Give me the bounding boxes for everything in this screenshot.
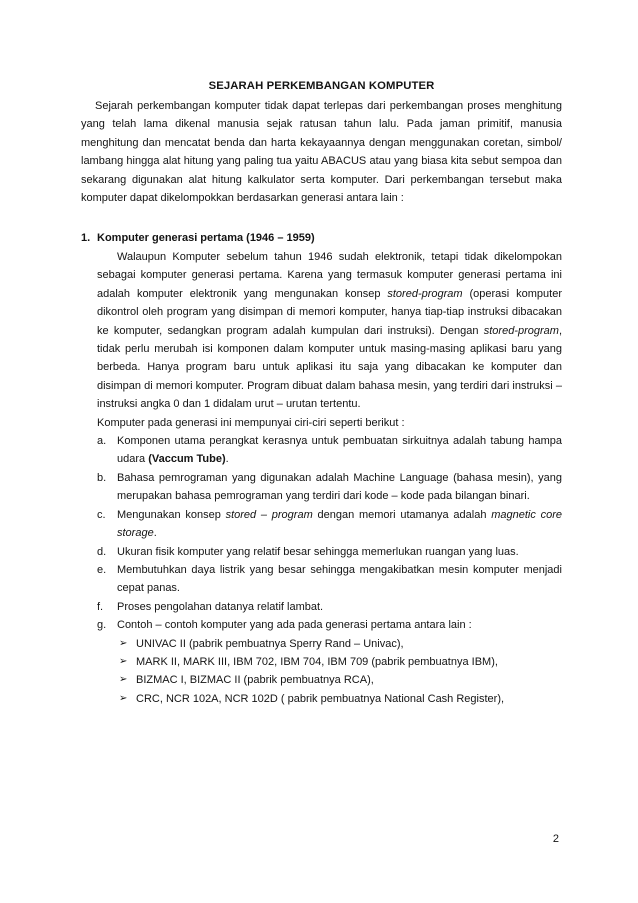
- list-marker: e.: [97, 563, 107, 576]
- list-marker: b.: [97, 471, 107, 484]
- list-marker: g.: [97, 619, 107, 632]
- list-item-text: Contoh – contoh komputer yang ada pada generasi pertama antara lain :: [117, 619, 472, 632]
- list-item: [97, 598, 562, 616]
- list-item-text: Ukuran fisik komputer yang relatif besar sehingga memerlukan ruangan yang luas.: [117, 545, 519, 558]
- example-item: [117, 671, 562, 689]
- paragraph-text: (operasi komputer dikontrol oleh program yang disimpan di memori komputer, hanya tiap-tiap instruksi dibacakan ke komputer, sedangkan program adalah kumpulan dari instruksi). Dengan: [97, 287, 562, 337]
- example-text: MARK II, MARK III, IBM 702, IBM 704, IBM 709 (pabrik pembuatnya IBM),: [136, 655, 498, 668]
- paragraph-text: , tidak perlu merubah isi komponen dalam komputer untuk masing-masing aplikasi baru yang berbeda. Hanya program baru untuk aplikasi itu saja yang dibacakan ke komputer dan disimpan di memori komputer. Program dibuat dalam bahasa mesin, yang terdiri dari instruksi – instruksi angka 0 dan 1 didalam urut – urutan tertentu.: [97, 324, 562, 411]
- list-item-text: .: [225, 453, 229, 466]
- example-item: [117, 653, 562, 671]
- list-marker: c.: [97, 508, 106, 521]
- paragraph-italic-term: stored-program: [483, 324, 559, 337]
- list-item-text: Membutuhkan daya listrik yang besar sehingga mengakibatkan mesin komputer menjadi cepat panas.: [117, 563, 562, 595]
- arrow-right-bullet-icon: ➢: [119, 674, 128, 686]
- list-item: [97, 432, 562, 469]
- document-title: SEJARAH PERKEMBANGAN KOMPUTER: [208, 80, 435, 92]
- list-item: [97, 561, 562, 598]
- list-item: [97, 506, 562, 543]
- example-text: BIZMAC I, BIZMAC II (pabrik pembuatnya RCA),: [136, 674, 374, 687]
- list-item-italic: stored – program: [225, 508, 313, 521]
- list-item-text: Mengunakan konsep: [117, 508, 226, 521]
- list-item-text: Bahasa pemrograman yang digunakan adalah Machine Language (bahasa mesin), yang merupakan bahasa pemrograman yang terdiri dari kode – kode pada bilangan binari.: [117, 471, 562, 503]
- characteristics-intro: Komputer pada generasi ini mempunyai ciri-ciri seperti berikut :: [97, 416, 405, 429]
- paragraph-italic-term: stored-program: [387, 287, 463, 300]
- list-item: [97, 543, 562, 561]
- list-marker: f.: [97, 600, 104, 613]
- list-marker: d.: [97, 545, 107, 558]
- example-item: [117, 690, 562, 708]
- page-number: 2: [552, 833, 559, 845]
- list-item-text: Komponen utama perangkat kerasnya untuk pembuatan sirkuitnya adalah tabung hampa udara: [117, 435, 562, 466]
- intro-paragraph: Sejarah perkembangan komputer tidak dapat terlepas dari perkembangan proses menghitung yang telah lama dikenal manusia sejak ratusan tahun lalu. Pada jaman primitif, manusia menghitung dan mencatat benda dan harta kekayaannya dengan menggunakan coretan, simbol/ lambang hingga alat hitung yang paling tua yaitu ABACUS atau yang biasa kita sebut sempoa dan sekarang digunakan alat hitung kalkulator serta komputer. Dari perkembangan tersebut maka komputer dapat dikelompokkan berdasarkan generasi antara lain :: [81, 100, 562, 205]
- list-item-italic: magnetic core storage: [117, 508, 563, 540]
- section-heading-text: Komputer generasi pertama (1946 – 1959): [97, 232, 315, 244]
- example-text: CRC, NCR 102A, NCR 102D ( pabrik pembuatnya National Cash Register),: [136, 692, 505, 705]
- arrow-right-bullet-icon: ➢: [119, 655, 128, 667]
- list-item-text: Proses pengolahan datanya relatif lambat.: [117, 600, 324, 613]
- characteristics-list: [97, 432, 562, 708]
- list-item: [97, 469, 562, 506]
- examples-list: [117, 635, 562, 709]
- list-marker: a.: [97, 435, 107, 448]
- example-item: [117, 635, 562, 653]
- arrow-right-bullet-icon: ➢: [119, 692, 128, 704]
- list-item: [97, 616, 562, 708]
- arrow-right-bullet-icon: ➢: [119, 637, 128, 649]
- section-first-generation: [81, 229, 562, 708]
- section-number: 1.: [81, 232, 91, 244]
- example-text: UNIVAC II (pabrik pembuatnya Sperry Rand – Univac),: [136, 637, 404, 650]
- list-item-text: .: [153, 527, 157, 540]
- section-body: [97, 248, 562, 708]
- section-paragraph: [97, 248, 562, 414]
- list-item-bold: (Vaccum Tube): [148, 453, 226, 466]
- list-item-text: dengan memori utamanya adalah: [312, 508, 492, 521]
- section-heading: [81, 229, 562, 248]
- paragraph-text: Walaupun Komputer sebelum tahun 1946 sudah elektronik, tetapi tidak dikelompokan sebagai komputer generasi pertama. Karena yang termasuk komputer generasi pertama ini adalah komputer elektronik yang mengunakan konsep: [97, 251, 562, 300]
